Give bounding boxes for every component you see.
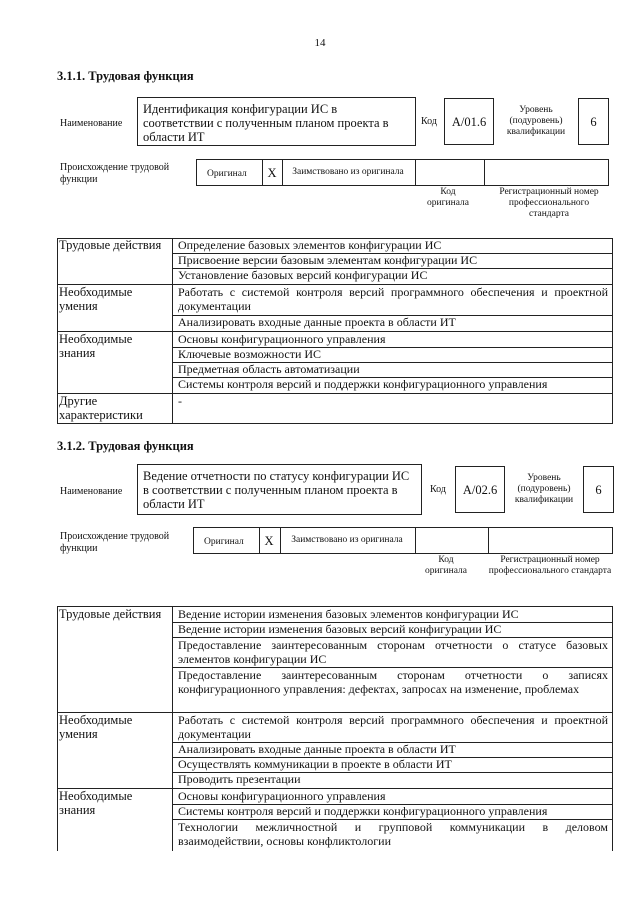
function-name-box: [137, 464, 422, 515]
table-row: Работать с системой контроля версий программного обеспечения и проектной документации: [178, 713, 608, 741]
table-row: Предоставление заинтересованным сторонам отчетности о статусе базовых элементов конфигурации ИС: [178, 638, 608, 666]
code-original-label: Код оригинала: [427, 187, 469, 208]
qualification-level: 6: [583, 466, 614, 513]
origin-row: [196, 159, 609, 186]
table-row: Предоставление заинтересованным сторонам отчетности о записях конфигурационного управления: дефектах, запросах на изменение, проблемах: [178, 668, 608, 696]
origin-label: Происхождение трудовой функции: [60, 531, 170, 554]
original-mark: X: [264, 533, 274, 548]
functions-table-1: [57, 238, 613, 424]
borrowed-label: Заимствовано из оригинала: [291, 535, 403, 545]
borrowed-label: Заимствовано из оригинала: [292, 167, 404, 177]
table-row: Анализировать входные данные проекта в области ИТ: [178, 315, 456, 329]
qualification-level: 6: [578, 98, 609, 145]
level-label: Уровень (подуровень) квалификации: [506, 104, 566, 137]
table-row: Предметная область автоматизации: [178, 362, 360, 376]
table-row: Ключевые возможности ИС: [178, 347, 322, 361]
knowledge-label: Необходимые знания: [59, 332, 133, 360]
original-mark: X: [267, 165, 277, 180]
table-row: -: [178, 394, 182, 408]
function-code: А/02.6: [455, 466, 505, 513]
function-name-box: [137, 97, 416, 146]
table-row: Технологии межличностной и групповой коммуникации в деловом взаимодействии, основы конфликтологии: [178, 820, 608, 848]
original-label: Оригинал: [207, 169, 247, 179]
functions-table-2: [57, 606, 613, 851]
code-original-label: Код оригинала: [425, 555, 467, 576]
table-row: Основы конфигурационного управления: [178, 332, 386, 346]
section-heading-3-1-1: 3.1.1. Трудовая функция: [57, 69, 194, 83]
code-label: Код: [421, 116, 437, 127]
table-row: Присвоение версии базовым элементам конфигурации ИС: [178, 253, 478, 267]
table-row: Системы контроля версий и поддержки конфигурационного управления: [178, 804, 548, 818]
function-code: А/01.6: [444, 98, 494, 145]
origin-label: Происхождение трудовой функции: [60, 162, 170, 185]
table-row: Ведение истории изменения базовых версий конфигурации ИС: [178, 622, 502, 636]
function-name: Ведение отчетности по статусу конфигурации ИС в соответствии с полученным планом проекта в области ИТ: [143, 469, 410, 511]
skills-label: Необходимые умения: [59, 713, 133, 741]
knowledge-label: Необходимые знания: [59, 789, 133, 817]
labor-actions-label: Трудовые действия: [59, 607, 162, 621]
original-label: Оригинал: [204, 537, 244, 547]
table-row: Установление базовых версий конфигурации ИС: [178, 268, 428, 282]
level-label: Уровень (подуровень) квалификации: [514, 472, 574, 505]
table-row: Основы конфигурационного управления: [178, 789, 386, 803]
function-name: Идентификация конфигурации ИС в соответствии с полученным планом проекта в области ИТ: [143, 102, 389, 144]
table-row: Работать с системой контроля версий программного обеспечения и проектной документации: [178, 285, 608, 313]
code-label: Код: [430, 484, 446, 495]
section-heading-3-1-2: 3.1.2. Трудовая функция: [57, 439, 194, 453]
table-row: Системы контроля версий и поддержки конфигурационного управления: [178, 377, 548, 391]
other-characteristics-label: Другие характеристики: [59, 394, 143, 422]
table-row: Определение базовых элементов конфигурации ИС: [178, 238, 442, 252]
skills-label: Необходимые умения: [59, 285, 133, 313]
reg-number-label: Регистрационный номер профессионального стандарта: [488, 555, 612, 576]
name-label: Наименование: [60, 118, 123, 129]
table-row: Проводить презентации: [178, 772, 301, 786]
page-number: 14: [314, 37, 326, 49]
reg-number-label: Регистрационный номер профессионального стандарта: [499, 187, 599, 219]
labor-actions-label: Трудовые действия: [59, 238, 162, 252]
name-label: Наименование: [60, 486, 123, 497]
table-row: Ведение истории изменения базовых элементов конфигурации ИС: [178, 607, 519, 621]
table-row: Осуществлять коммуникации в проекте в области ИТ: [178, 757, 452, 771]
origin-row: [193, 527, 613, 554]
table-row: Анализировать входные данные проекта в области ИТ: [178, 742, 456, 756]
